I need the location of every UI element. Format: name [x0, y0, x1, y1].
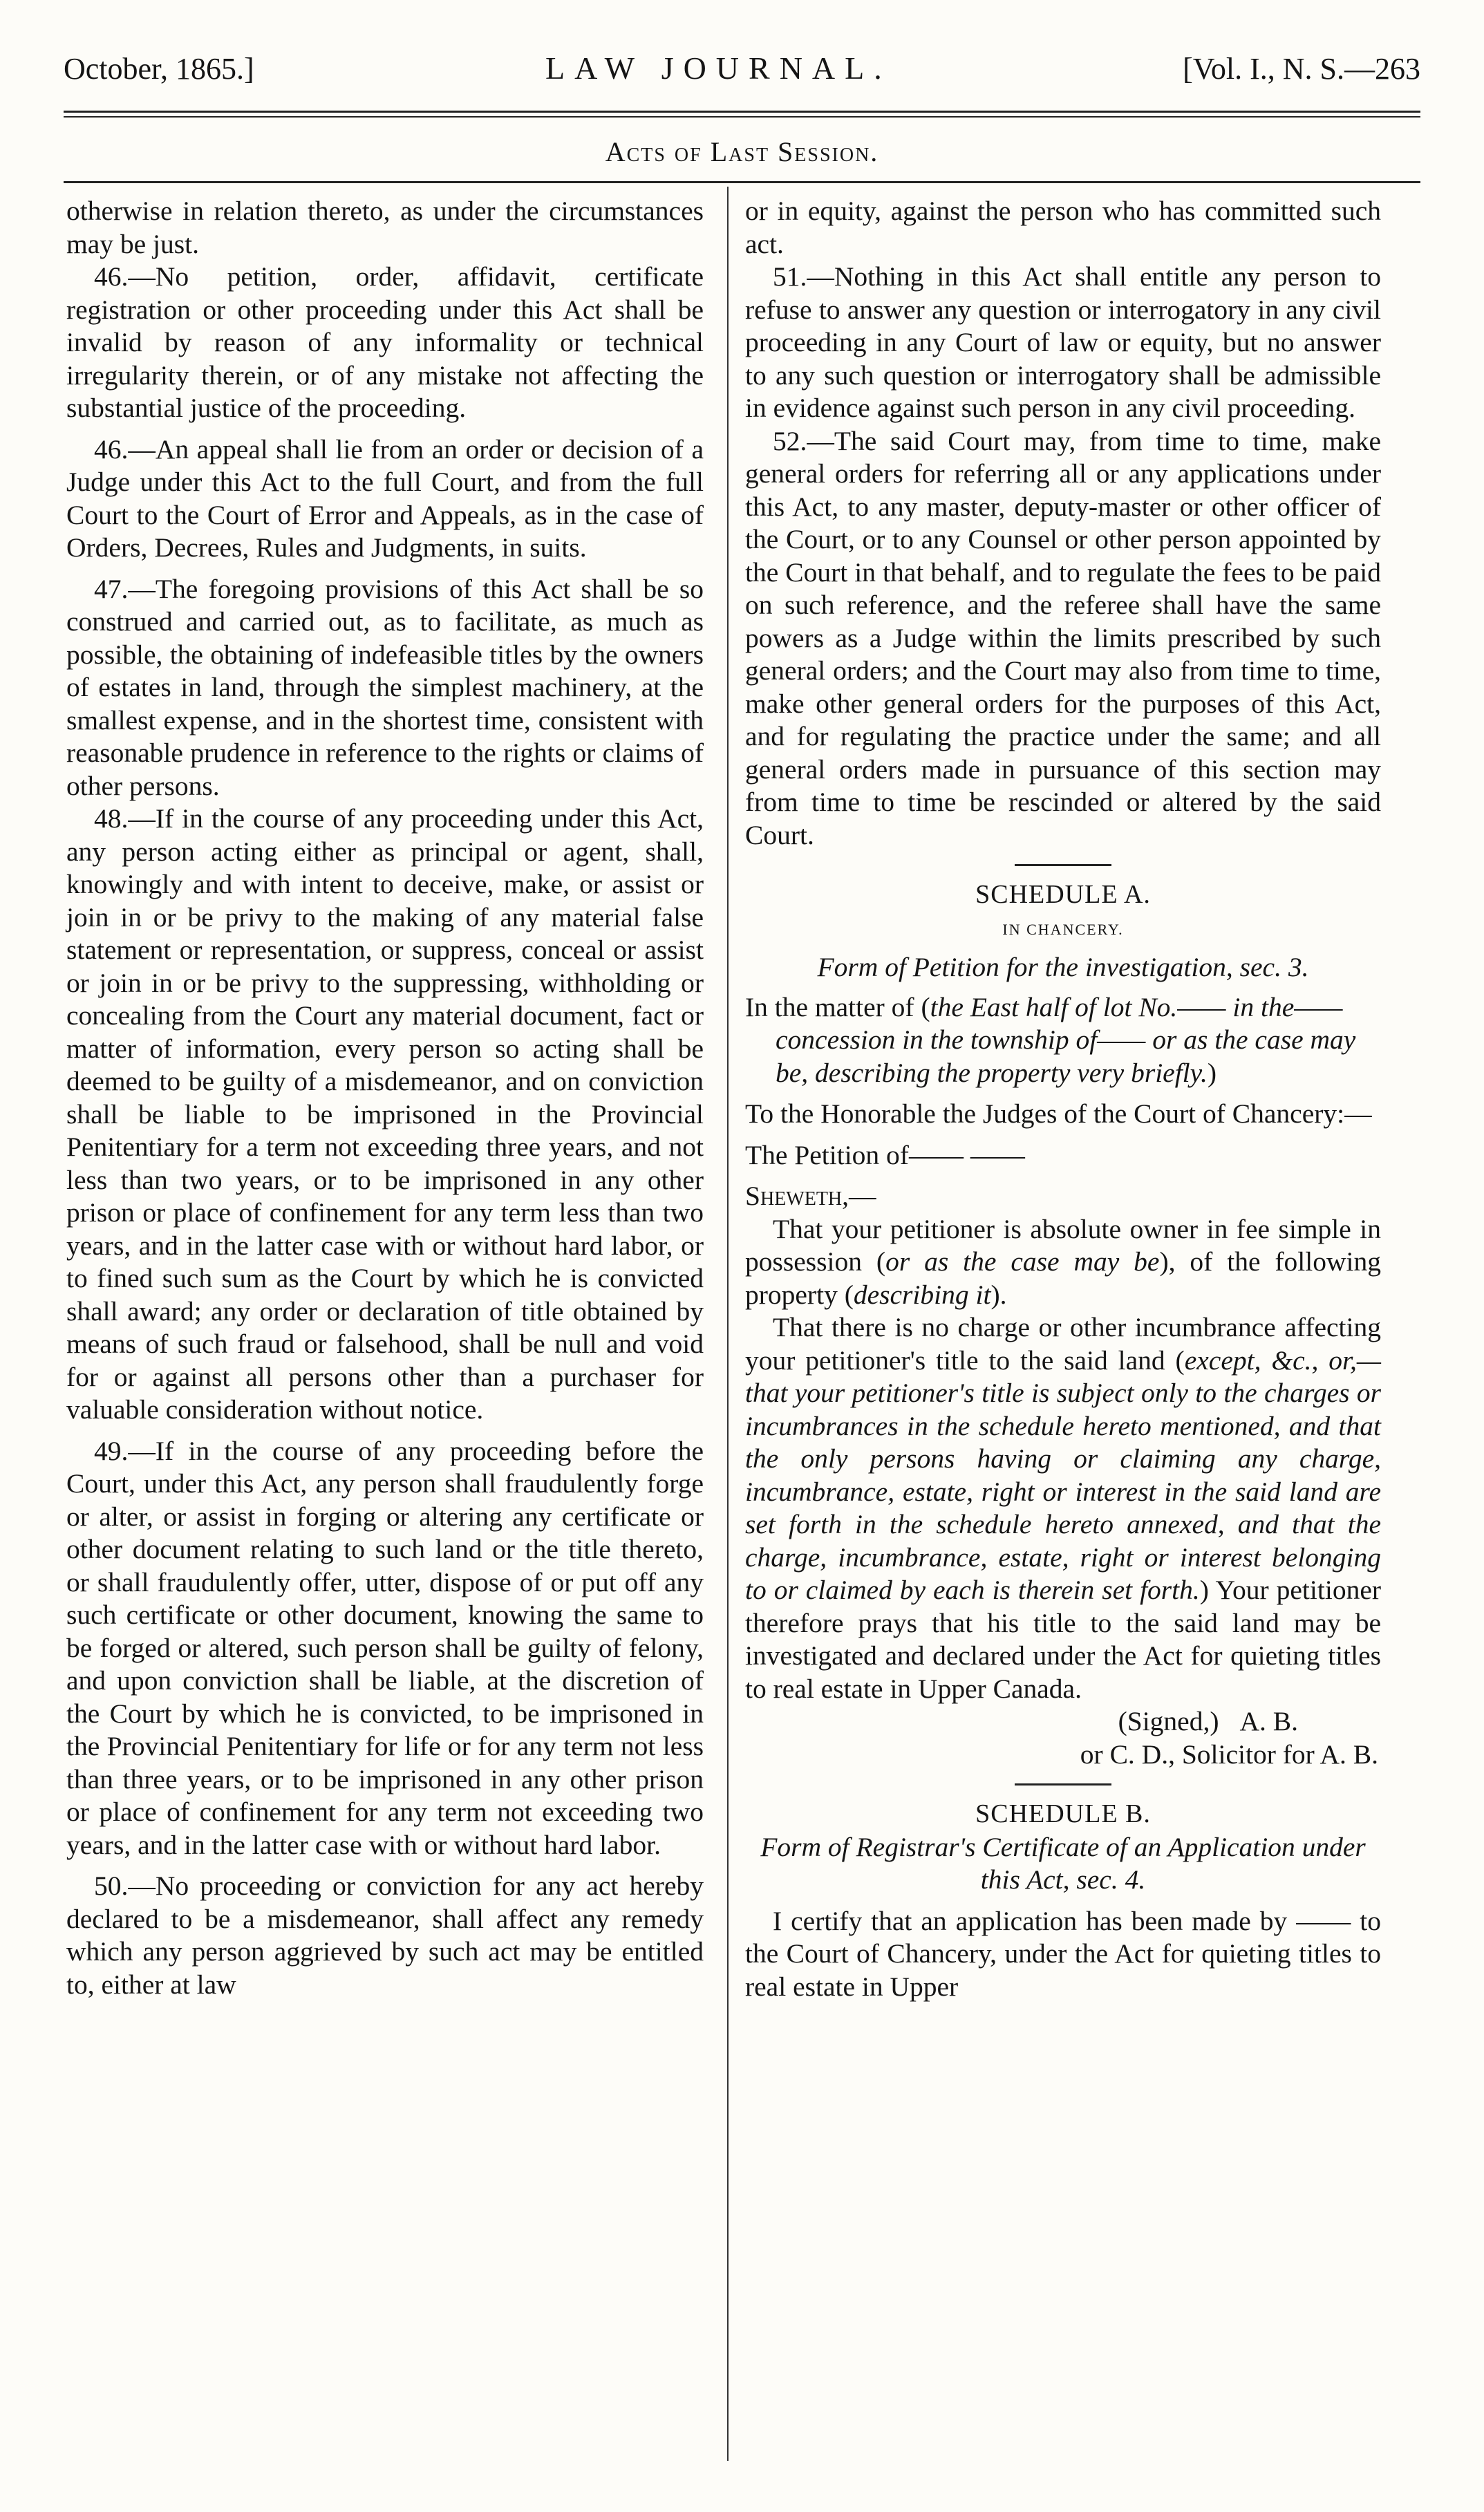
schedule-a-para-1: That your petitioner is absolute owner in fee simple in possession (or as the case may be), of the following property (describing it).	[745, 1213, 1381, 1310]
section-46-a: 46.—No petition, order, affidavit, certificate registration or other proceeding under this Act shall be invalid by reason of any informality or technical irregularity therein, or of any mistake not affecting the substantial justice of the proceeding.	[66, 261, 704, 423]
signed-label: (Signed,)	[1118, 1706, 1219, 1736]
header-rule-bottom	[64, 116, 1420, 118]
issue-date: October, 1865.]	[64, 52, 254, 86]
section-48: 48.—If in the course of any proceeding under this Act, any person acting either as principal or agent, shall, knowingly and with intent to deceive, make, or assist or join in or be privy to the making of any material false statement or representation, or suppress, conceal or assist or join in or be privy to the suppressing, withholding or concealing from the Court any material document, fact or matter of information, every person so acting shall be deemed to be guilty of a misdemeanor, and on conviction shall be liable to be imprisoned in the Provincial Penitentiary for a term not exceeding three years, and not less than two years, or to be imprisoned in any other prison or place of confinement for any term less than two years, and in the latter case with or without hard labor, or to fined such sum as the Court by which he is convicted shall award; any order or declaration of title obtained by means of such fraud or falsehood, shall be null and void for or against all persons other than a purchaser for valuable consideration without notice.	[66, 803, 704, 1425]
header-rule-top	[64, 111, 1420, 113]
section-50-continued: or in equity, against the person who has committed such act.	[745, 196, 1381, 259]
column-divider	[727, 187, 729, 2461]
running-head	[64, 50, 1420, 98]
journal-title: LAW JOURNAL.	[545, 50, 892, 86]
left-column	[66, 195, 704, 2001]
right-column	[745, 195, 1381, 2003]
schedule-separator-b	[1015, 1783, 1111, 1785]
schedule-separator	[1015, 864, 1111, 866]
schedule-b-para: I certify that an application has been made by —— to the Court of Chancery, under the Act for quieting titles to real estate in Upper	[745, 1905, 1381, 2002]
solicitor-line: or C. D., Solicitor for A. B.	[1080, 1738, 1378, 1770]
section-47: 47.—The foregoing provisions of this Act shall be so construed and carried out, as to facilitate, as much as possible, the obtaining of indefeasible titles by the owners of estates in land, through the simplest machinery, at the smallest expense, and in the shortest time, consistent with reasonable prudence in reference to the rights or claims of other persons.	[66, 573, 704, 801]
section-50: 50.—No proceeding or conviction for any act hereby declared to be a misdemeanor, shall affect any remedy which any person aggrieved by such act may be entitled to, either at law	[66, 1871, 704, 2000]
schedule-a-sheweth: Sheweth,—	[745, 1181, 876, 1211]
schedule-a-title: SCHEDULE A.	[975, 880, 1151, 909]
schedule-a-petition-of: The Petition of—— ——	[745, 1139, 1025, 1170]
schedule-a-matter: In the matter of (the East half of lot No.—— in the—— concession in the township of—— or as the case may be, describing the property very briefly.)	[745, 991, 1356, 1088]
schedule-a-subtitle: IN CHANCERY.	[1002, 920, 1124, 938]
schedule-b-form-title: Form of Registrar's Certificate of an Application under this Act, sec. 4.	[760, 1831, 1366, 1895]
section-49: 49.—If in the course of any proceeding before the Court, under this Act, any person shall fraudulently forge or alter, or assist in forging or altering any certificate or other document relating to such land or the title thereto, or shall fraudulently offer, utter, dispose of or put off any such certificate or other document, knowing the same to be forged or altered, such person shall be guilty of felony, and upon conviction shall be liable, at the discretion of the Court by which he is convicted, to be imprisoned in the Provincial Penitentiary for life or for any term not less than three years, or to be imprisoned in any other prison or place of confinement for any term not exceeding two years, and in the latter case with or without hard labor.	[66, 1435, 704, 1860]
signature-line	[745, 1705, 1381, 1738]
volume-page: [Vol. I., N. S.—263	[1183, 52, 1420, 86]
schedule-a-address: To the Honorable the Judges of the Court of Chancery:—	[745, 1098, 1372, 1129]
section-heading: Acts of Last Session.	[605, 136, 879, 167]
section-46-b: 46.—An appeal shall lie from an order or decision of a Judge under this Act to the full Court, and from the full Court to the Court of Error and Appeals, as in the case of Orders, Decrees, Rules and Judgments, in suits.	[66, 433, 704, 563]
section-51: 51.—Nothing in this Act shall entitle any person to refuse to answer any question or interrogatory in any civil proceeding in any Court of law or equity, but no answer to any such question or interrogatory shall be admissible in evidence against such person in any civil proceeding.	[745, 261, 1381, 423]
section-rule	[64, 181, 1420, 183]
schedule-a-para-2: That there is no charge or other incumbrance affecting your petitioner's title to the said land (except, &c., or,—that your petitioner's title is subject only to the charges or incumbrances in the schedule hereto mentioned, and that the only persons having or claiming any charge, incumbrance, estate, right or interest in the said land are set forth in the schedule hereto annexed, and that the charge, incumbrance, estate, right or interest belonging to or claimed by each is therein set forth.) Your petitioner therefore prays that his title to the said land may be investigated and declared under the Act for quieting titles to real estate in Upper Canada.	[745, 1312, 1382, 1704]
paragraph-continued: otherwise in relation thereto, as under the circumstances may be just.	[66, 196, 704, 259]
signer-name: A. B.	[1239, 1706, 1298, 1736]
schedule-b-title: SCHEDULE B.	[975, 1799, 1151, 1828]
section-52: 52.—The said Court may, from time to time, make general orders for referring all or any applications under this Act, to any master, deputy-master or other officer of the Court, or to any Counsel or other person appointed by the Court in that behalf, and to regulate the fees to be paid on such reference, and the referee shall have the same powers as a Judge within the limits prescribed by such general orders; and the Court may also from time to time, make other general orders for the purposes of this Act, and for regulating the practice under the same; and all general orders made in pursuance of this section may from time to time be rescinded or altered by the said Court.	[745, 425, 1381, 850]
schedule-a-form-title: Form of Petition for the investigation, sec. 3.	[817, 952, 1309, 982]
